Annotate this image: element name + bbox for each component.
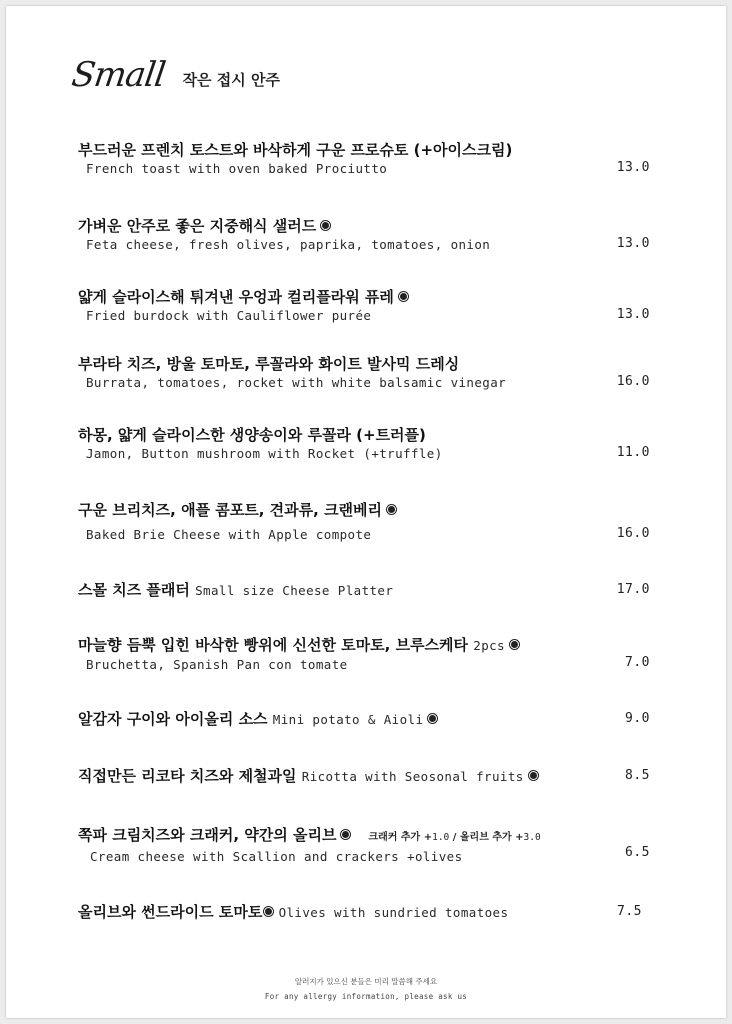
menu-item	[78, 825, 650, 866]
addon-cracker-price: 1.0	[432, 832, 450, 843]
menu-item-kr-name: 마늘향 듬뿍 입힌 바삭한 빵위에 신선한 토마토, 브루스케타	[78, 636, 469, 654]
menu-item	[78, 354, 650, 392]
menu-item	[78, 766, 650, 787]
menu-item-quantity: 2pcs	[473, 638, 505, 653]
menu-item-kr-name-row	[78, 766, 650, 787]
menu-item-kr-name: 구운 브리치즈, 애플 콤포트, 견과류, 크랜베리	[78, 501, 383, 519]
menu-item-price: 17.0	[616, 582, 650, 597]
menu-item-price: 16.0	[616, 526, 650, 541]
menu-item-price: 9.0	[625, 711, 650, 726]
menu-item-price: 13.0	[616, 236, 650, 251]
menu-item-price: 7.0	[625, 655, 650, 670]
menu-item-en-description: Fried burdock with Cauliflower purée	[86, 308, 372, 323]
menu-item-en-description: Olives with sundried tomatoes	[278, 905, 509, 920]
menu-item-kr-name: 알감자 구이와 아이올리 소스	[78, 710, 268, 728]
menu-item	[78, 287, 650, 325]
addon-cracker-label: 크래커 추가 +	[368, 832, 433, 843]
menu-item-kr-name-row	[78, 709, 650, 730]
menu-item	[78, 140, 650, 178]
menu-item-en-description: Baked Brie Cheese with Apple compote	[86, 527, 372, 542]
menu-item-kr-name-row	[78, 902, 650, 923]
addon-olive-price: 3.0	[523, 832, 541, 843]
menu-item-price: 6.5	[625, 845, 650, 860]
menu-item	[78, 635, 650, 674]
vegetarian-dot-icon	[387, 505, 396, 514]
vegetarian-dot-icon	[428, 714, 437, 723]
vegetarian-dot-icon	[321, 221, 330, 230]
menu-item	[78, 580, 650, 601]
allergy-notice-kr: 알러지가 있으신 분들은 미리 말씀해 주세요	[294, 977, 438, 986]
section-korean-title: 작은 접시 안주	[182, 71, 280, 89]
menu-item	[78, 902, 650, 923]
menu-item	[78, 216, 650, 254]
menu-item-price: 8.5	[625, 768, 650, 783]
menu-item-en-description: Burrata, tomatoes, rocket with white balsamic vinegar	[86, 375, 507, 390]
menu-item-addons	[368, 832, 540, 843]
menu-item-kr-name: 스몰 치즈 플래터	[78, 581, 190, 599]
menu-item-kr-name: 부라타 치즈, 방울 토마토, 루꼴라와 화이트 발사믹 드레싱	[78, 355, 460, 373]
menu-item-kr-name: 직접만든 리코타 치즈와 제철과일	[78, 767, 297, 785]
menu-section-header	[69, 55, 280, 95]
menu-item-price: 7.5	[617, 904, 642, 919]
menu-item-kr-name: 부드러운 프렌치 토스트와 바삭하게 구운 프로슈토 (+아이스크림)	[78, 141, 513, 159]
menu-item-kr-name: 가벼운 안주로 좋은 지중해식 샐러드	[78, 217, 317, 235]
menu-item-kr-name: 하몽, 얇게 슬라이스한 생양송이와 루꼴라 (+트러플)	[78, 426, 426, 444]
menu-item-en-description: Ricotta with Seosonal fruits	[301, 769, 524, 784]
menu-item-price: 13.0	[616, 160, 650, 175]
menu-item-kr-name-row	[78, 635, 650, 656]
menu-item-en-description: Bruchetta, Spanish Pan con tomate	[86, 657, 348, 672]
vegetarian-dot-icon	[264, 907, 273, 916]
menu-item-en-description: Jamon, Button mushroom with Rocket (+truffle)	[86, 446, 443, 461]
section-script-title: Small	[69, 55, 168, 95]
menu-item-kr-name-row	[78, 500, 650, 520]
vegetarian-dot-icon	[510, 640, 519, 649]
menu-item-price: 11.0	[616, 445, 650, 460]
addon-olive-label: 올리브 추가 +	[459, 832, 524, 843]
allergy-notice-en: For any allergy information, please ask us	[264, 992, 468, 1001]
menu-item-en-description: Feta cheese, fresh olives, paprika, tomatoes, onion	[86, 237, 491, 252]
menu-item-en-description: Cream cheese with Scallion and crackers +olives	[90, 849, 463, 864]
menu-item-price: 13.0	[616, 307, 650, 322]
menu-item-kr-name-row	[78, 287, 650, 307]
addon-separator: /	[449, 832, 460, 843]
menu-item	[78, 425, 650, 463]
menu-item-kr-name: 얇게 슬라이스해 튀겨낸 우엉과 컬리플라워 퓨레	[78, 288, 394, 306]
menu-item-kr-name: 올리브와 썬드라이드 토마토	[78, 903, 263, 921]
menu-item-kr-name-row	[78, 216, 650, 236]
menu-item-en-description: French toast with oven baked Prociutto	[86, 161, 388, 176]
menu-item-en-description: Mini potato & Aioli	[272, 712, 424, 727]
vegetarian-dot-icon	[399, 292, 408, 301]
menu-item	[78, 500, 650, 544]
menu-item-en-description: Small size Cheese Platter	[195, 583, 394, 598]
vegetarian-dot-icon	[529, 771, 538, 780]
vegetarian-dot-icon	[341, 830, 350, 839]
menu-item-kr-name-row	[78, 825, 650, 848]
menu-item-kr-name-row	[78, 580, 650, 601]
menu-item-kr-name: 쪽파 크림치즈와 크래커, 약간의 올리브	[78, 826, 337, 844]
menu-item	[78, 709, 650, 730]
menu-item-price: 16.0	[616, 374, 650, 389]
